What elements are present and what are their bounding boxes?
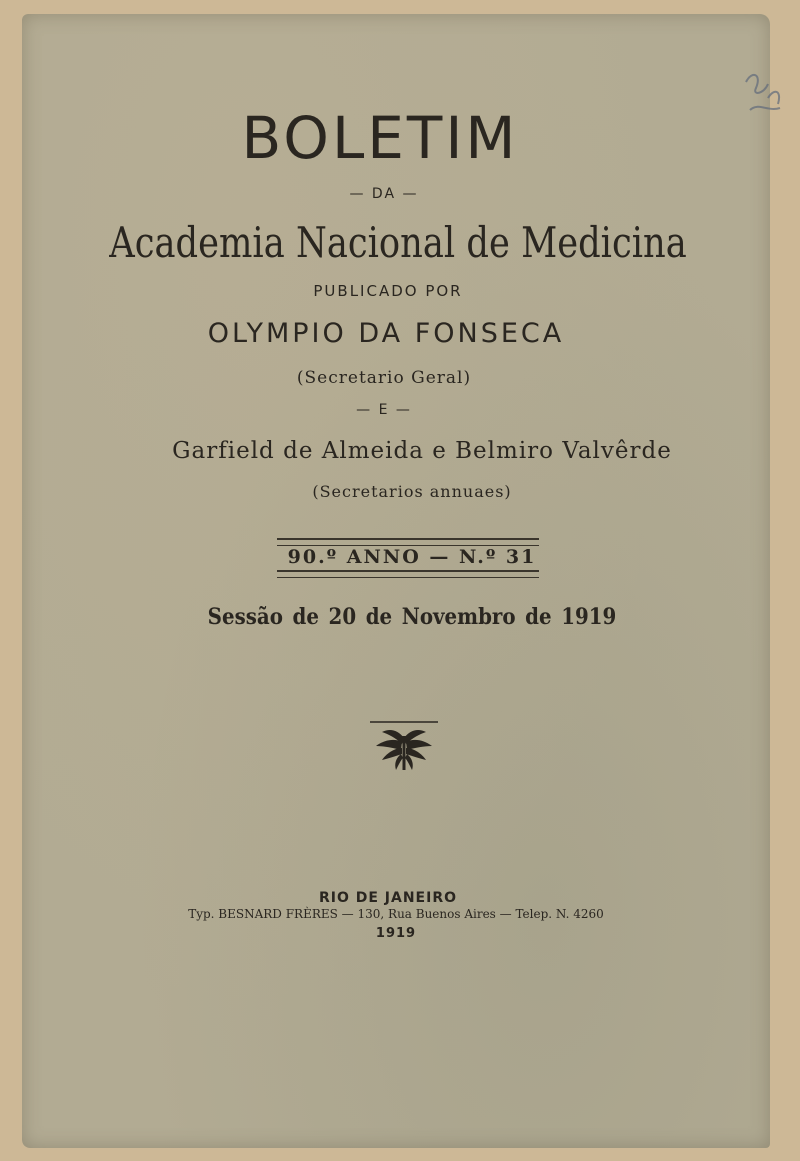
cover-sheet (22, 14, 770, 1148)
published-by-label: PUBLICADO POR (313, 282, 463, 300)
issue-rule-top (277, 538, 539, 546)
imprint-city: RIO DE JANEIRO (318, 890, 458, 906)
issue-number: 90.º ANNO — N.º 31 (287, 546, 537, 568)
da-separator: — DA — (349, 186, 419, 202)
imprint-year: 1919 (375, 926, 417, 941)
session-date: Sessão de 20 de Novembro de 1919 (207, 604, 617, 630)
issue-rule-bottom (277, 570, 539, 578)
coeditor-names: Garfield de Almeida e Belmiro Valvêrde (172, 438, 672, 464)
academy-name: Academia Nacional de Medicina (109, 218, 687, 267)
editor-name: OLYMPIO DA FONSECA (207, 318, 565, 349)
boletim-title: BOLETIM (241, 104, 519, 172)
fleuron-ornament-icon (368, 718, 440, 774)
editor-role: (Secretario Geral) (296, 368, 472, 388)
and-separator: — E — (356, 402, 412, 418)
imprint-printer: Typ. BESNARD FRÈRES — 130, Rua Buenos Aires — Telep. N. 4260 (188, 907, 604, 921)
coeditor-role: (Secretarios annuaes) (312, 482, 512, 501)
